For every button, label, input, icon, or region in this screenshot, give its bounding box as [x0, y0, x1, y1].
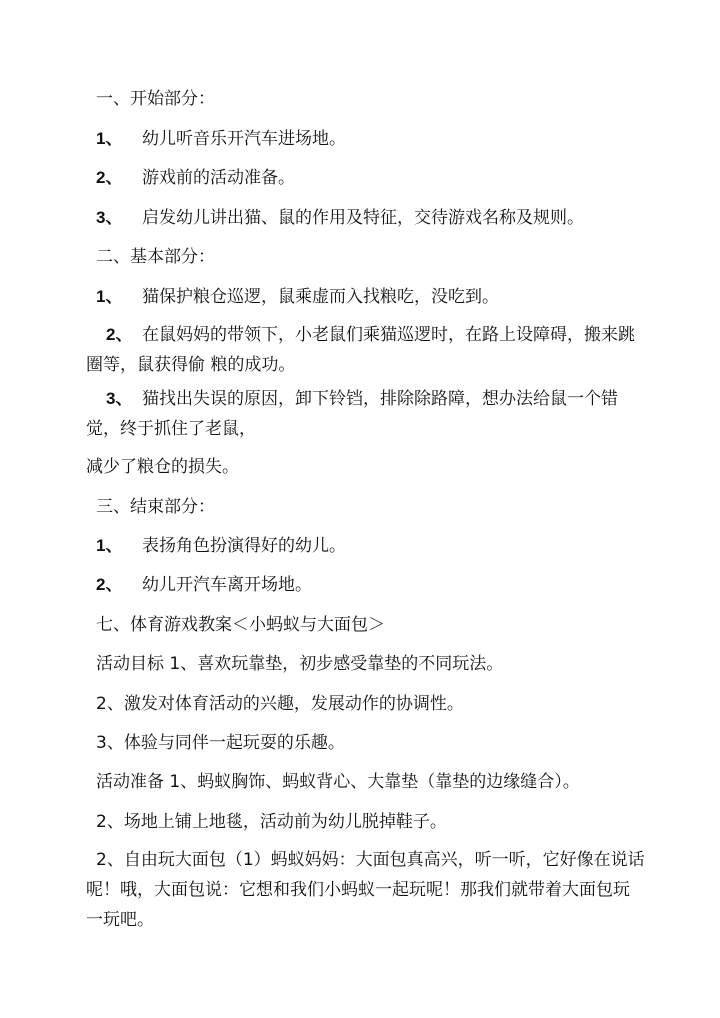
item-number: 2、	[96, 575, 123, 594]
list-item	[96, 127, 656, 151]
item-number: 2、	[96, 168, 123, 187]
list-item	[96, 573, 656, 597]
item-number: 3、	[106, 389, 133, 408]
list-item	[96, 206, 656, 230]
item-number: 1、	[96, 129, 123, 148]
activity-prep-line: 2、场地上铺上地毯，活动前为幼儿脱掉鞋子。	[96, 812, 447, 832]
item-text: 幼儿听音乐开汽车进场地。	[142, 129, 346, 149]
item-text: 表扬角色扮演得好的幼儿。	[142, 536, 346, 556]
activity-prep-line: 活动准备 1、蚂蚁胸饰、蚂蚁背心、大靠垫（靠垫的边缘缝合）。	[96, 772, 580, 792]
activity-goal-line: 活动目标 1、喜欢玩靠垫，初步感受靠垫的不同玩法。	[96, 654, 504, 674]
list-item	[96, 166, 656, 190]
item-text: 猫保护粮仓巡逻，鼠乘虚而入找粮吃，没吃到。	[142, 287, 499, 307]
activity-play-paragraph: 2、自由玩大面包（1）蚂蚁妈妈：大面包真高兴，听一听，它好像在说话呢！哦，大面包说：它想和我们小蚂蚁一起玩呢！那我们就带着大面包玩一玩吧。	[86, 850, 645, 930]
item-number: 2、	[106, 325, 133, 344]
item-number: 3、	[96, 208, 123, 227]
activity-goal-line: 2、激发对体育活动的兴趣，发展动作的协调性。	[96, 694, 464, 714]
item-number: 1、	[96, 536, 123, 555]
section-heading-basic: 二、基本部分：	[96, 247, 215, 267]
item-text: 启发幼儿讲出猫、鼠的作用及特征，交待游戏名称及规则。	[142, 208, 584, 228]
list-item	[96, 285, 656, 309]
section-heading-start: 一、开始部分：	[96, 89, 215, 109]
list-item-wrapped	[86, 320, 646, 380]
item-text: 幼儿开汽车离开场地。	[142, 575, 312, 595]
lesson-title: 七、体育游戏教案＜小蚂蚁与大面包＞	[96, 615, 385, 635]
paragraph-continuation: 减少了粮仓的损失。	[86, 457, 239, 477]
section-heading-end: 三、结束部分：	[96, 497, 215, 517]
item-text: 游戏前的活动准备。	[142, 168, 295, 188]
activity-goal-line: 3、体验与同伴一起玩耍的乐趣。	[96, 733, 345, 753]
list-item	[96, 534, 656, 558]
item-text: 猫找出失误的原因，卸下铃铛，排除除路障，想办法给鼠一个错觉，终于抓住了老鼠，	[86, 389, 618, 439]
list-item-wrapped	[86, 384, 646, 444]
item-text: 在鼠妈妈的带领下，小老鼠们乘猫巡逻时，在路上设障碍，搬来跳圈等，鼠获得偷 粮的成功。	[86, 325, 635, 375]
item-number: 1、	[96, 287, 123, 306]
